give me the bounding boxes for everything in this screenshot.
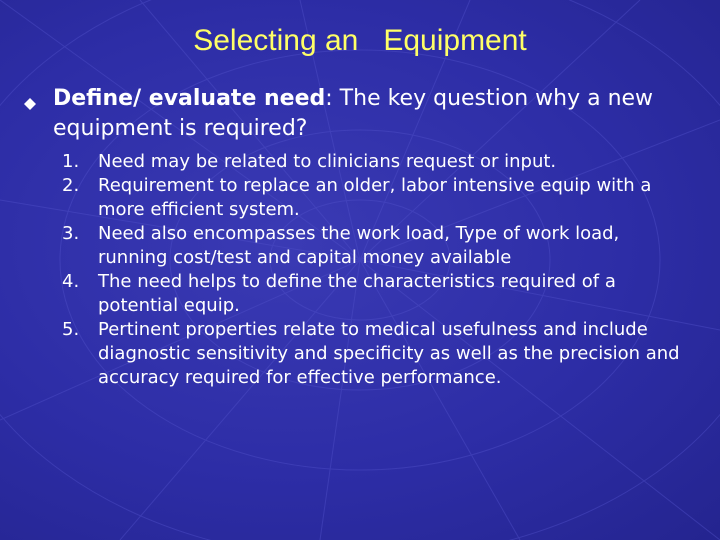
- list-item-text: Need may be related to clinicians request or input.: [98, 151, 557, 172]
- list-item-text: Requirement to replace an older, labor intensive equip with a more efficient system.: [98, 175, 652, 220]
- list-item: [62, 318, 682, 390]
- list-item: [62, 270, 682, 318]
- list-item-text: The need helps to define the characteristics required of a potential equip.: [98, 271, 616, 316]
- lead-bullet: [53, 84, 693, 144]
- lead-bullet-text: : The key question why a new equipment is required?: [53, 86, 654, 141]
- list-item-text: Pertinent properties relate to medical usefulness and include diagnostic sensitivity and specificity as well as the precision and accuracy required for effective performance.: [98, 319, 680, 388]
- list-item: [62, 150, 682, 174]
- lead-bullet-label: Define/ evaluate need: [53, 86, 326, 111]
- list-item: [62, 174, 682, 222]
- list-item-number: 4.: [62, 271, 80, 292]
- diamond-bullet-icon: [24, 95, 36, 114]
- numbered-list: [62, 150, 682, 390]
- list-item-number: 3.: [62, 223, 80, 244]
- list-item-text: Need also encompasses the work load, Type of work load, running cost/test and capital money available: [98, 223, 620, 268]
- list-item-number: 5.: [62, 319, 80, 340]
- list-item: [62, 222, 682, 270]
- list-item-number: 2.: [62, 175, 80, 196]
- slide-title: Selecting an Equipment: [193, 24, 527, 57]
- list-item-number: 1.: [62, 151, 80, 172]
